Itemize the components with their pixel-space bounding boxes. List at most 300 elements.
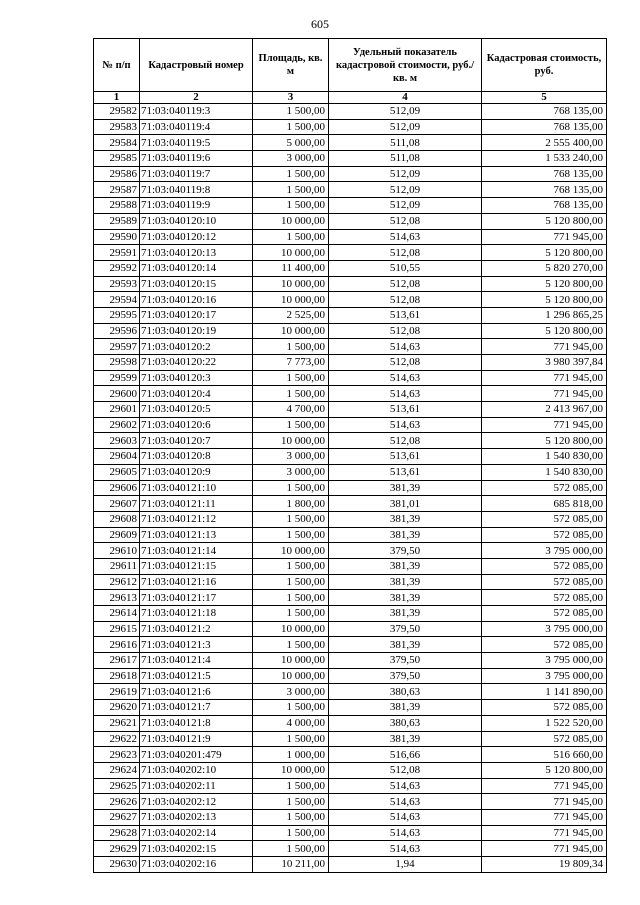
cadastral-value-cell: 771 945,00 — [482, 794, 607, 810]
cadastral-number-cell: 71:03:040121:9 — [140, 731, 253, 747]
area-cell: 1 500,00 — [253, 527, 329, 543]
row-number-cell: 29599 — [94, 370, 140, 386]
row-number-cell: 29623 — [94, 747, 140, 763]
specific-value-cell: 380,63 — [329, 684, 482, 700]
cadastral-value-cell: 3 795 000,00 — [482, 668, 607, 684]
cadastral-value-cell: 3 795 000,00 — [482, 543, 607, 559]
cadastral-value-cell: 3 980 397,84 — [482, 355, 607, 371]
cadastral-number-cell: 71:03:040121:14 — [140, 543, 253, 559]
table-row — [94, 715, 607, 731]
area-cell: 1 500,00 — [253, 104, 329, 120]
table-row — [94, 464, 607, 480]
specific-value-cell: 516,66 — [329, 747, 482, 763]
specific-value-cell: 512,08 — [329, 245, 482, 261]
specific-value-cell: 512,09 — [329, 119, 482, 135]
cadastral-value-cell: 572 085,00 — [482, 480, 607, 496]
specific-value-cell: 513,61 — [329, 307, 482, 323]
specific-value-cell: 381,39 — [329, 558, 482, 574]
area-cell: 2 525,00 — [253, 307, 329, 323]
row-number-cell: 29602 — [94, 417, 140, 433]
table-row — [94, 809, 607, 825]
row-number-cell: 29587 — [94, 182, 140, 198]
cadastral-number-cell: 71:03:040202:11 — [140, 778, 253, 794]
cadastral-value-table — [93, 38, 607, 873]
cadastral-number-cell: 71:03:040121:4 — [140, 653, 253, 669]
row-number-cell: 29617 — [94, 653, 140, 669]
cadastral-number-cell: 71:03:040201:479 — [140, 747, 253, 763]
area-cell: 1 500,00 — [253, 606, 329, 622]
table-row — [94, 825, 607, 841]
cadastral-number-cell: 71:03:040121:12 — [140, 511, 253, 527]
specific-value-cell: 381,39 — [329, 731, 482, 747]
table-row — [94, 417, 607, 433]
row-number-cell: 29588 — [94, 198, 140, 214]
row-number-cell: 29582 — [94, 104, 140, 120]
specific-value-cell: 512,08 — [329, 276, 482, 292]
cadastral-value-cell: 1 522 520,00 — [482, 715, 607, 731]
cadastral-number-cell: 71:03:040202:14 — [140, 825, 253, 841]
cadastral-number-cell: 71:03:040120:7 — [140, 433, 253, 449]
area-cell: 1 500,00 — [253, 841, 329, 857]
specific-value-cell: 381,39 — [329, 700, 482, 716]
area-cell: 7 773,00 — [253, 355, 329, 371]
row-number-cell: 29600 — [94, 386, 140, 402]
row-number-cell: 29620 — [94, 700, 140, 716]
area-cell: 1 500,00 — [253, 339, 329, 355]
header-cadastral-number: Кадастровый номер — [140, 39, 253, 92]
row-number-cell: 29612 — [94, 574, 140, 590]
area-cell: 1 500,00 — [253, 794, 329, 810]
cadastral-number-cell: 71:03:040120:16 — [140, 292, 253, 308]
table-row — [94, 684, 607, 700]
area-cell: 11 400,00 — [253, 260, 329, 276]
table-row — [94, 135, 607, 151]
specific-value-cell: 381,39 — [329, 511, 482, 527]
specific-value-cell: 512,09 — [329, 104, 482, 120]
area-cell: 1 500,00 — [253, 700, 329, 716]
area-cell: 1 500,00 — [253, 386, 329, 402]
table-row — [94, 386, 607, 402]
cadastral-value-cell: 5 120 800,00 — [482, 292, 607, 308]
table-row — [94, 213, 607, 229]
area-cell: 10 000,00 — [253, 543, 329, 559]
cadastral-number-cell: 71:03:040120:19 — [140, 323, 253, 339]
table-row — [94, 511, 607, 527]
column-number: 3 — [253, 92, 329, 104]
area-cell: 10 000,00 — [253, 323, 329, 339]
cadastral-number-cell: 71:03:040120:5 — [140, 402, 253, 418]
area-cell: 5 000,00 — [253, 135, 329, 151]
row-number-cell: 29614 — [94, 606, 140, 622]
area-cell: 1 500,00 — [253, 119, 329, 135]
table-row — [94, 151, 607, 167]
specific-value-cell: 512,09 — [329, 198, 482, 214]
area-cell: 1 500,00 — [253, 480, 329, 496]
table-row — [94, 653, 607, 669]
cadastral-number-cell: 71:03:040120:3 — [140, 370, 253, 386]
area-cell: 1 500,00 — [253, 731, 329, 747]
cadastral-number-cell: 71:03:040121:3 — [140, 637, 253, 653]
area-cell: 3 000,00 — [253, 464, 329, 480]
area-cell: 1 500,00 — [253, 182, 329, 198]
cadastral-value-cell: 771 945,00 — [482, 339, 607, 355]
table-row — [94, 355, 607, 371]
cadastral-value-cell: 771 945,00 — [482, 417, 607, 433]
table-row — [94, 590, 607, 606]
specific-value-cell: 511,08 — [329, 135, 482, 151]
cadastral-number-cell: 71:03:040121:7 — [140, 700, 253, 716]
table-row — [94, 700, 607, 716]
specific-value-cell: 511,08 — [329, 151, 482, 167]
cadastral-number-cell: 71:03:040121:2 — [140, 621, 253, 637]
cadastral-value-cell: 572 085,00 — [482, 558, 607, 574]
table-row — [94, 292, 607, 308]
cadastral-value-cell: 768 135,00 — [482, 166, 607, 182]
table-row — [94, 229, 607, 245]
area-cell: 1 500,00 — [253, 809, 329, 825]
area-cell: 1 500,00 — [253, 198, 329, 214]
area-cell: 1 500,00 — [253, 825, 329, 841]
specific-value-cell: 514,63 — [329, 794, 482, 810]
cadastral-number-cell: 71:03:040202:16 — [140, 857, 253, 873]
table-row — [94, 778, 607, 794]
cadastral-value-cell: 768 135,00 — [482, 119, 607, 135]
cadastral-number-cell: 71:03:040120:4 — [140, 386, 253, 402]
cadastral-number-cell: 71:03:040119:3 — [140, 104, 253, 120]
table-row — [94, 496, 607, 512]
cadastral-value-cell: 572 085,00 — [482, 637, 607, 653]
cadastral-number-cell: 71:03:040121:15 — [140, 558, 253, 574]
area-cell: 10 000,00 — [253, 653, 329, 669]
row-number-cell: 29594 — [94, 292, 140, 308]
cadastral-value-cell: 771 945,00 — [482, 778, 607, 794]
table-row — [94, 857, 607, 873]
area-cell: 10 000,00 — [253, 276, 329, 292]
row-number-cell: 29598 — [94, 355, 140, 371]
specific-value-cell: 379,50 — [329, 543, 482, 559]
area-cell: 10 000,00 — [253, 668, 329, 684]
table-row — [94, 402, 607, 418]
table-row — [94, 574, 607, 590]
area-cell: 1 500,00 — [253, 370, 329, 386]
cadastral-number-cell: 71:03:040120:13 — [140, 245, 253, 261]
row-number-cell: 29596 — [94, 323, 140, 339]
area-cell: 1 000,00 — [253, 747, 329, 763]
area-cell: 3 000,00 — [253, 449, 329, 465]
area-cell: 1 500,00 — [253, 574, 329, 590]
specific-value-cell: 379,50 — [329, 653, 482, 669]
table-row — [94, 307, 607, 323]
row-number-cell: 29628 — [94, 825, 140, 841]
header-row — [94, 39, 607, 92]
cadastral-number-cell: 71:03:040121:17 — [140, 590, 253, 606]
cadastral-number-cell: 71:03:040121:11 — [140, 496, 253, 512]
specific-value-cell: 514,63 — [329, 339, 482, 355]
cadastral-value-cell: 1 533 240,00 — [482, 151, 607, 167]
specific-value-cell: 512,08 — [329, 292, 482, 308]
row-number-cell: 29619 — [94, 684, 140, 700]
cadastral-number-cell: 71:03:040119:9 — [140, 198, 253, 214]
cadastral-value-cell: 5 120 800,00 — [482, 213, 607, 229]
row-number-cell: 29603 — [94, 433, 140, 449]
area-cell: 1 500,00 — [253, 417, 329, 433]
area-cell: 1 800,00 — [253, 496, 329, 512]
table-row — [94, 558, 607, 574]
table-row — [94, 104, 607, 120]
column-number-row — [94, 92, 607, 104]
specific-value-cell: 510,55 — [329, 260, 482, 276]
row-number-cell: 29607 — [94, 496, 140, 512]
row-number-cell: 29601 — [94, 402, 140, 418]
row-number-cell: 29583 — [94, 119, 140, 135]
specific-value-cell: 513,61 — [329, 449, 482, 465]
cadastral-number-cell: 71:03:040120:6 — [140, 417, 253, 433]
cadastral-value-cell: 771 945,00 — [482, 229, 607, 245]
area-cell: 3 000,00 — [253, 684, 329, 700]
row-number-cell: 29616 — [94, 637, 140, 653]
cadastral-value-cell: 5 820 270,00 — [482, 260, 607, 276]
cadastral-value-cell: 516 660,00 — [482, 747, 607, 763]
column-number: 4 — [329, 92, 482, 104]
specific-value-cell: 381,39 — [329, 527, 482, 543]
row-number-cell: 29592 — [94, 260, 140, 276]
specific-value-cell: 381,39 — [329, 637, 482, 653]
row-number-cell: 29597 — [94, 339, 140, 355]
cadastral-number-cell: 71:03:040121:18 — [140, 606, 253, 622]
specific-value-cell: 514,63 — [329, 809, 482, 825]
cadastral-value-cell: 771 945,00 — [482, 386, 607, 402]
area-cell: 1 500,00 — [253, 511, 329, 527]
cadastral-number-cell: 71:03:040120:15 — [140, 276, 253, 292]
area-cell: 10 000,00 — [253, 213, 329, 229]
header-cadastral-value: Кадастровая стоимость, руб. — [482, 39, 607, 92]
column-number: 1 — [94, 92, 140, 104]
row-number-cell: 29629 — [94, 841, 140, 857]
cadastral-number-cell: 71:03:040120:22 — [140, 355, 253, 371]
row-number-cell: 29595 — [94, 307, 140, 323]
specific-value-cell: 514,63 — [329, 386, 482, 402]
cadastral-value-cell: 771 945,00 — [482, 370, 607, 386]
row-number-cell: 29630 — [94, 857, 140, 873]
cadastral-number-cell: 71:03:040120:12 — [140, 229, 253, 245]
table-row — [94, 543, 607, 559]
specific-value-cell: 512,08 — [329, 762, 482, 778]
specific-value-cell: 379,50 — [329, 621, 482, 637]
specific-value-cell: 514,63 — [329, 417, 482, 433]
cadastral-value-cell: 5 120 800,00 — [482, 276, 607, 292]
area-cell: 10 000,00 — [253, 245, 329, 261]
table-row — [94, 668, 607, 684]
cadastral-value-cell: 5 120 800,00 — [482, 323, 607, 339]
table-row — [94, 747, 607, 763]
cadastral-value-cell: 768 135,00 — [482, 104, 607, 120]
row-number-cell: 29584 — [94, 135, 140, 151]
specific-value-cell: 513,61 — [329, 402, 482, 418]
area-cell: 10 000,00 — [253, 292, 329, 308]
table-row — [94, 480, 607, 496]
specific-value-cell: 379,50 — [329, 668, 482, 684]
cadastral-number-cell: 71:03:040119:7 — [140, 166, 253, 182]
table-row — [94, 606, 607, 622]
cadastral-number-cell: 71:03:040120:9 — [140, 464, 253, 480]
area-cell: 4 700,00 — [253, 402, 329, 418]
table-row — [94, 323, 607, 339]
specific-value-cell: 514,63 — [329, 778, 482, 794]
column-number: 2 — [140, 92, 253, 104]
specific-value-cell: 381,39 — [329, 574, 482, 590]
table-row — [94, 621, 607, 637]
table-row — [94, 794, 607, 810]
cadastral-value-cell: 572 085,00 — [482, 527, 607, 543]
cadastral-number-cell: 71:03:040120:10 — [140, 213, 253, 229]
specific-value-cell: 512,08 — [329, 355, 482, 371]
cadastral-value-cell: 572 085,00 — [482, 574, 607, 590]
table-row — [94, 370, 607, 386]
cadastral-value-cell: 19 809,34 — [482, 857, 607, 873]
area-cell: 1 500,00 — [253, 558, 329, 574]
specific-value-cell: 514,63 — [329, 841, 482, 857]
table-row — [94, 339, 607, 355]
row-number-cell: 29590 — [94, 229, 140, 245]
table-row — [94, 433, 607, 449]
row-number-cell: 29605 — [94, 464, 140, 480]
cadastral-value-cell: 572 085,00 — [482, 590, 607, 606]
cadastral-number-cell: 71:03:040202:15 — [140, 841, 253, 857]
specific-value-cell: 512,08 — [329, 433, 482, 449]
cadastral-number-cell: 71:03:040121:8 — [140, 715, 253, 731]
cadastral-value-cell: 572 085,00 — [482, 700, 607, 716]
table-row — [94, 841, 607, 857]
specific-value-cell: 381,39 — [329, 606, 482, 622]
row-number-cell: 29627 — [94, 809, 140, 825]
specific-value-cell: 381,01 — [329, 496, 482, 512]
cadastral-number-cell: 71:03:040119:6 — [140, 151, 253, 167]
area-cell: 3 000,00 — [253, 151, 329, 167]
row-number-cell: 29591 — [94, 245, 140, 261]
row-number-cell: 29604 — [94, 449, 140, 465]
cadastral-value-cell: 771 945,00 — [482, 841, 607, 857]
cadastral-number-cell: 71:03:040121:6 — [140, 684, 253, 700]
specific-value-cell: 381,39 — [329, 480, 482, 496]
cadastral-number-cell: 71:03:040121:13 — [140, 527, 253, 543]
table-row — [94, 449, 607, 465]
table-row — [94, 762, 607, 778]
area-cell: 1 500,00 — [253, 166, 329, 182]
specific-value-cell: 512,08 — [329, 323, 482, 339]
table-row — [94, 276, 607, 292]
area-cell: 10 000,00 — [253, 433, 329, 449]
cadastral-number-cell: 71:03:040121:5 — [140, 668, 253, 684]
area-cell: 10 211,00 — [253, 857, 329, 873]
cadastral-value-cell: 572 085,00 — [482, 511, 607, 527]
table-row — [94, 119, 607, 135]
row-number-cell: 29609 — [94, 527, 140, 543]
area-cell: 1 500,00 — [253, 778, 329, 794]
header-row-number: № п/п — [94, 39, 140, 92]
row-number-cell: 29610 — [94, 543, 140, 559]
header-specific-value: Удельный показатель кадастровой стоимости, руб./кв. м — [329, 39, 482, 92]
cadastral-value-cell: 1 540 830,00 — [482, 464, 607, 480]
area-cell: 10 000,00 — [253, 621, 329, 637]
row-number-cell: 29611 — [94, 558, 140, 574]
row-number-cell: 29606 — [94, 480, 140, 496]
table-row — [94, 198, 607, 214]
column-number: 5 — [482, 92, 607, 104]
row-number-cell: 29615 — [94, 621, 140, 637]
row-number-cell: 29586 — [94, 166, 140, 182]
specific-value-cell: 514,63 — [329, 370, 482, 386]
cadastral-number-cell: 71:03:040120:14 — [140, 260, 253, 276]
table-row — [94, 731, 607, 747]
cadastral-number-cell: 71:03:040120:17 — [140, 307, 253, 323]
table-row — [94, 245, 607, 261]
row-number-cell: 29589 — [94, 213, 140, 229]
area-cell: 1 500,00 — [253, 229, 329, 245]
specific-value-cell: 513,61 — [329, 464, 482, 480]
cadastral-number-cell: 71:03:040120:2 — [140, 339, 253, 355]
cadastral-value-cell: 5 120 800,00 — [482, 762, 607, 778]
row-number-cell: 29621 — [94, 715, 140, 731]
cadastral-value-cell: 1 540 830,00 — [482, 449, 607, 465]
cadastral-number-cell: 71:03:040121:16 — [140, 574, 253, 590]
specific-value-cell: 512,08 — [329, 213, 482, 229]
specific-value-cell: 380,63 — [329, 715, 482, 731]
table-body — [94, 104, 607, 873]
specific-value-cell: 512,09 — [329, 182, 482, 198]
cadastral-number-cell: 71:03:040119:5 — [140, 135, 253, 151]
row-number-cell: 29626 — [94, 794, 140, 810]
cadastral-value-cell: 768 135,00 — [482, 182, 607, 198]
row-number-cell: 29622 — [94, 731, 140, 747]
cadastral-value-cell: 572 085,00 — [482, 731, 607, 747]
cadastral-number-cell: 71:03:040119:4 — [140, 119, 253, 135]
area-cell: 10 000,00 — [253, 762, 329, 778]
cadastral-value-cell: 3 795 000,00 — [482, 653, 607, 669]
cadastral-value-cell: 572 085,00 — [482, 606, 607, 622]
row-number-cell: 29613 — [94, 590, 140, 606]
cadastral-number-cell: 71:03:040202:10 — [140, 762, 253, 778]
specific-value-cell: 1,94 — [329, 857, 482, 873]
table-row — [94, 166, 607, 182]
row-number-cell: 29624 — [94, 762, 140, 778]
area-cell: 1 500,00 — [253, 590, 329, 606]
cadastral-number-cell: 71:03:040121:10 — [140, 480, 253, 496]
cadastral-value-cell: 1 296 865,25 — [482, 307, 607, 323]
table-row — [94, 260, 607, 276]
row-number-cell: 29618 — [94, 668, 140, 684]
cadastral-value-cell: 2 555 400,00 — [482, 135, 607, 151]
table-header — [94, 39, 607, 104]
cadastral-value-cell: 771 945,00 — [482, 825, 607, 841]
table-row — [94, 637, 607, 653]
cadastral-value-cell: 685 818,00 — [482, 496, 607, 512]
cadastral-number-cell: 71:03:040119:8 — [140, 182, 253, 198]
row-number-cell: 29625 — [94, 778, 140, 794]
specific-value-cell: 381,39 — [329, 590, 482, 606]
specific-value-cell: 514,63 — [329, 825, 482, 841]
cadastral-number-cell: 71:03:040202:13 — [140, 809, 253, 825]
specific-value-cell: 514,63 — [329, 229, 482, 245]
area-cell: 1 500,00 — [253, 637, 329, 653]
cadastral-value-cell: 3 795 000,00 — [482, 621, 607, 637]
row-number-cell: 29608 — [94, 511, 140, 527]
cadastral-value-cell: 5 120 800,00 — [482, 245, 607, 261]
row-number-cell: 29585 — [94, 151, 140, 167]
table-row — [94, 527, 607, 543]
cadastral-value-cell: 1 141 890,00 — [482, 684, 607, 700]
cadastral-value-cell: 768 135,00 — [482, 198, 607, 214]
cadastral-value-cell: 2 413 967,00 — [482, 402, 607, 418]
